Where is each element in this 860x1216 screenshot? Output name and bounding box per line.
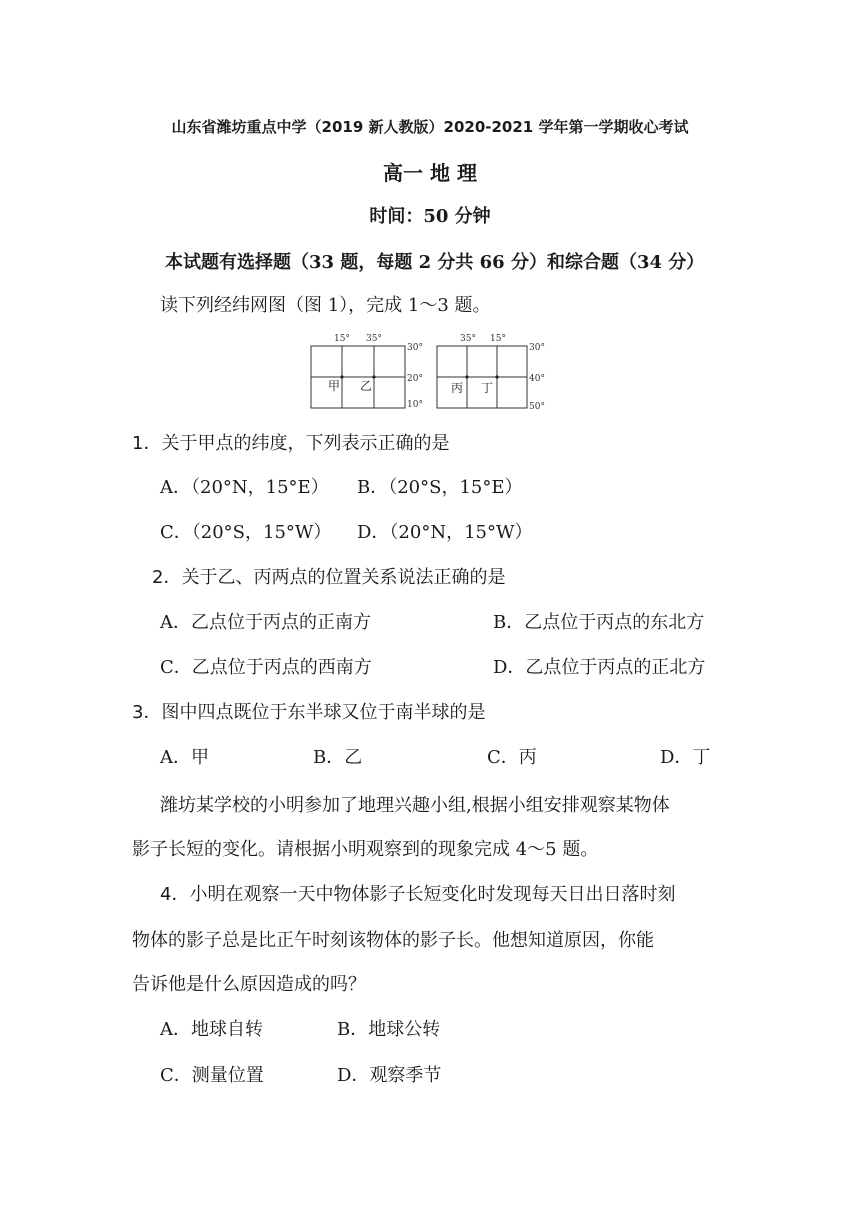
question-4-option-c: C．测量位置 — [160, 1065, 264, 1086]
question-1-option-d: D．（20°N，15°W） — [357, 522, 533, 543]
question-1-option-a: A．（20°N，15°E） — [160, 477, 329, 498]
point-yi-label: 乙 — [360, 379, 373, 393]
question-2-stem: 2．关于乙、丙两点的位置关系说法正确的是 — [152, 567, 506, 588]
question-1-option-c: C．（20°S，15°W） — [160, 522, 332, 543]
left-right-label: 10° — [407, 400, 423, 410]
question-3-option-c: C．丙 — [487, 747, 537, 768]
question-4-option-d: D．观察季节 — [337, 1065, 442, 1086]
question-4-line-3: 告诉他是什么原因造成的吗？ — [132, 974, 366, 995]
intro-figure-1: 读下列经纬网图（图 1），完成 1～3 题。 — [160, 295, 491, 316]
right-top-label: 15° — [490, 334, 506, 344]
left-top-label: 15° — [334, 334, 350, 344]
lat-long-grid-figure — [308, 330, 558, 410]
exam-title: 山东省潍坊重点中学（2019 新人教版）2020-2021 学年第一学期收心考试 — [171, 118, 689, 136]
question-4-line-2: 物体的影子总是比正午时刻该物体的影子长。他想知道原因，你能 — [132, 930, 654, 951]
left-right-label: 30° — [407, 343, 423, 353]
point-yi-dot — [372, 375, 375, 378]
exam-time: 时间：50 分钟 — [369, 206, 491, 227]
left-top-label: 35° — [366, 334, 382, 344]
question-4-line-1: 4．小明在观察一天中物体影子长短变化时发现每天日出日落时刻 — [160, 884, 676, 905]
question-2-option-c: C．乙点位于丙点的西南方 — [160, 657, 372, 678]
question-1-option-b: B．（20°S，15°E） — [357, 477, 523, 498]
question-4-option-a: A．地球自转 — [160, 1019, 263, 1040]
question-3-option-a: A．甲 — [160, 747, 209, 768]
question-3-option-d: D．丁 — [660, 747, 711, 768]
point-ding-dot — [495, 375, 498, 378]
point-jia-dot — [340, 375, 343, 378]
right-right-label: 50° — [529, 402, 545, 410]
point-jia-label: 甲 — [328, 379, 341, 393]
intro-shadow-line-2: 影子长短的变化。请根据小明观察到的现象完成 4～5 题。 — [132, 839, 599, 860]
point-bing-dot — [465, 375, 468, 378]
right-right-label: 30° — [529, 343, 545, 353]
right-right-label: 40° — [529, 374, 545, 384]
question-2-option-b: B．乙点位于丙点的东北方 — [493, 612, 705, 633]
question-4-option-b: B．地球公转 — [337, 1019, 441, 1040]
left-right-label: 20° — [407, 374, 423, 384]
point-bing-label: 丙 — [451, 381, 464, 395]
point-ding-label: 丁 — [481, 381, 494, 395]
right-top-label: 35° — [460, 334, 476, 344]
intro-shadow-line-1: 潍坊某学校的小明参加了地理兴趣小组,根据小组安排观察某物体 — [160, 795, 670, 816]
question-2-option-d: D．乙点位于丙点的正北方 — [493, 657, 706, 678]
question-3-option-b: B．乙 — [313, 747, 363, 768]
question-3-stem: 3．图中四点既位于东半球又位于南半球的是 — [132, 702, 486, 723]
question-1-stem: 1．关于甲点的纬度，下列表示正确的是 — [132, 433, 450, 454]
question-2-option-a: A．乙点位于丙点的正南方 — [160, 612, 371, 633]
exam-instructions: 本试题有选择题（33 题，每题 2 分共 66 分）和综合题（34 分） — [165, 252, 705, 273]
subject-title: 高一 地 理 — [383, 161, 477, 185]
